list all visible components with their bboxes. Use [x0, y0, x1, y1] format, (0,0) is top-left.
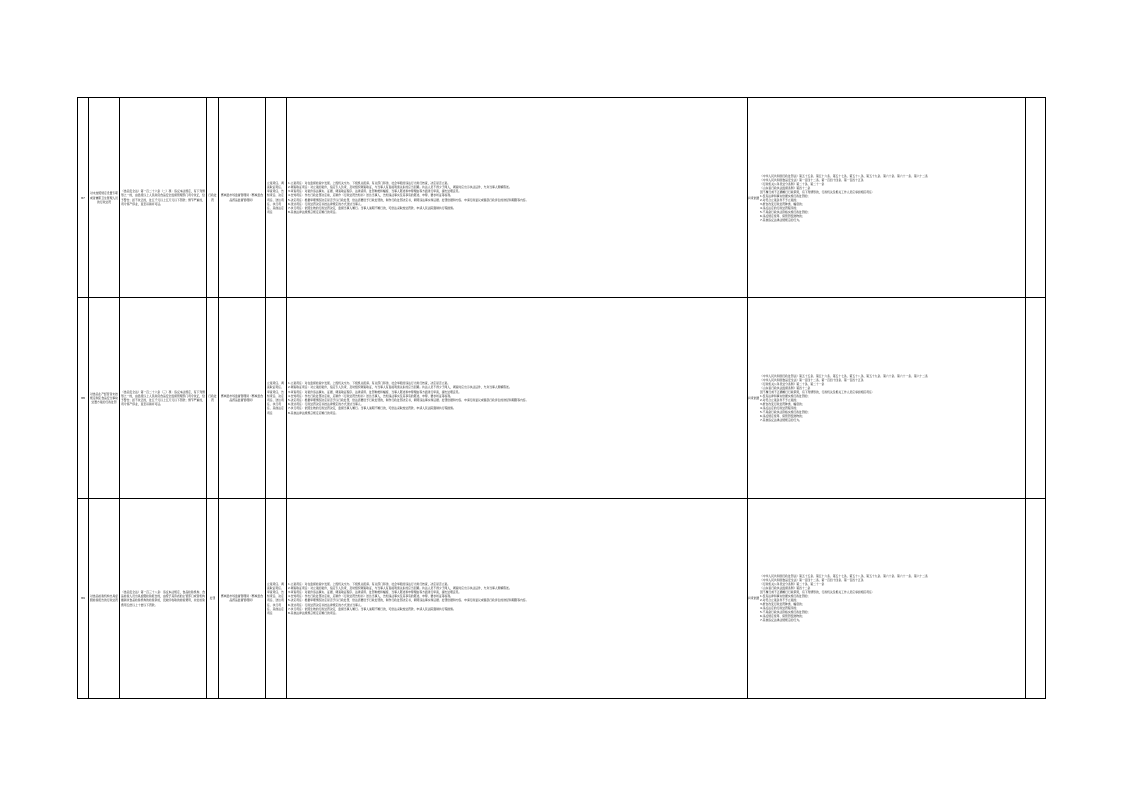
accountability-line: 3.擅自改变行政处罚种类、幅度的； [760, 201, 805, 206]
accountability-line: 1.没有法律和事实依据实施行政处罚的； [760, 594, 811, 599]
duty-line: 7.执行责任：依照生效的行政处罚决定，监督当事人履行。当事人逾期不履行的，可依法采取加处罚款、申请人民法院强制执行等措施。 [288, 606, 456, 611]
legal-basis-cell: 《食品安全法》第一百二十六条（二）项：违反本法规定，有下列情形之一的，由县级以上人民政府食品安全监督管理部门责令改正，给予警告；拒不改正的，处五千元以上五万元以下罚款；情节严重的，责令停产停业，直至吊销许可证。 [120, 98, 207, 298]
responsibility-table [77, 97, 1046, 699]
duty-line: 2.调查取证责任：对立案的案件，指定专人负责，及时组织调查取证，与当事人有直接利害关系的应当回避。执法人员不得少于两人，调查时应出示执法证件，允许当事人辩解陈述。 [288, 185, 512, 190]
legal-basis-cell: 《食品安全法》第一百二十六条（三）项：违反本法规定，有下列情形之一的，由县级以上人民政府食品安全监督管理部门责令改正，给予警告；拒不改正的，处五千元以上五万元以下罚款；情节严重的，责令停产停业，直至吊销许可证。 [120, 298, 207, 498]
accountability-line: 5.不具备行政执法资格实施行政处罚的； [760, 610, 811, 615]
department-cell: 鄄城县市场监督管理局（鄄城县食品药品监督管理局） [219, 298, 266, 498]
accountability-line: 6.违反规定使用、保管罚没财物的； [760, 614, 805, 619]
duty-line: 4.告知责任：作出行政处罚决定前，应制作《行政处罚告知书》送达当事人，告知违法事实及其享有的陈述、申辩、要求听证等权利。 [288, 594, 453, 599]
accountability-line: 1.没有法律和事实依据实施行政处罚的； [760, 393, 811, 398]
duty-line: 8.其他法律法规规章规定应履行的责任。 [288, 410, 339, 415]
accountability-line: 6.违反规定使用、保管罚没财物的； [760, 413, 805, 418]
accountability-line: 6.违反规定使用、保管罚没财物的； [760, 213, 805, 218]
accountability-line: 2.对符合立案条件不予立案的； [760, 598, 800, 603]
accountability-line: 因不履行或不正确履行行政职责，有下列情形的，行政机关及相关工作人员应承担相应责任： [760, 590, 875, 595]
accountability-line: 因不履行或不正确履行行政职责，有下列情形的，行政机关及相关工作人员应承担相应责任： [760, 189, 875, 194]
duty-line: 5.决定责任：根据审理情况决定是否予以行政处罚，依法需要给予行政处罚的，制作行政处罚决定书，载明违法事实和证据、处罚依据和内容、申请行政复议或提起行政诉讼的途径和期限等内容。 [288, 397, 529, 402]
accountability-line: 《山东省行政执法监督条例》第四十二条 [760, 586, 811, 591]
duty-content-cell [287, 98, 748, 298]
accountability-label: 问责依据 [748, 395, 760, 400]
accountability-cell [748, 298, 1026, 498]
table-row [78, 98, 1046, 298]
accountability-line: 7.其他违反法律法规规章的行为。 [760, 417, 802, 422]
duty-line: 1.立案责任：对在监督检查中发现、上级机关交办、下级机关报请、有关部门移送、社会举报的违法行为进行核查，决定是否立案。 [288, 180, 451, 185]
remarks-cell [1026, 498, 1046, 698]
category-cell: 行政处罚 [207, 98, 219, 298]
accountability-line: 7.其他违反法律法规规章的行为。 [760, 217, 802, 222]
table-row [78, 298, 1046, 498]
accountability-label: 问责依据 [748, 195, 760, 200]
item-name-cell: 对食品生产经营者未按规定制定食品安全事故处置方案的行政处罚 [89, 298, 120, 498]
duty-line: 5.决定责任：根据审理情况决定是否予以行政处罚，依法需要给予行政处罚的，制作行政处罚决定书，载明违法事实和证据、处罚依据和内容、申请行政复议或提起行政诉讼的途径和期限等内容。 [288, 197, 529, 202]
duty-line: 4.告知责任：作出行政处罚决定前，应制作《行政处罚告知书》送达当事人，告知违法事实及其享有的陈述、申辩、要求听证等权利。 [288, 393, 453, 398]
item-name-cell: 对未按照规定设置专职或者兼职卫生管理人员的行政处罚 [89, 98, 120, 298]
department-cell: 鄄城县市场监督管理局（鄄城县食品药品监督管理局） [219, 498, 266, 698]
duty-line: 5.决定责任：根据审理情况决定是否予以行政处罚，依法需要给予行政处罚的，制作行政处罚决定书，载明违法事实和证据、处罚依据和内容、申请行政复议或提起行政诉讼的途径和期限等内容。 [288, 598, 529, 603]
responsibility-link-cell: 立案责任、调查取证责任、审查责任、告知责任、决定责任、送达责任、执行责任、其他法定责任 [266, 298, 287, 498]
duty-line: 8.其他法律法规规章规定应履行的责任。 [288, 610, 339, 615]
duty-line: 7.执行责任：依照生效的行政处罚决定，监督当事人履行。当事人逾期不履行的，可依法采取加处罚款、申请人民法院强制执行等措施。 [288, 206, 456, 211]
accountability-line: 《行政机关公务员处分条例》第二十条、第二十一条 [760, 582, 825, 587]
accountability-line: 4.违反法定的行政处罚程序的； [760, 205, 800, 210]
accountability-label: 问责依据 [748, 596, 760, 601]
accountability-line: 《中华人民共和国食品安全法》第一百四十二条、第一百四十四条、第一百四十五条 [760, 578, 864, 583]
accountability-line: 《中华人民共和国食品安全法》第一百四十二条、第一百四十四条、第一百四十五条 [760, 377, 864, 382]
duty-line: 1.立案责任：对在监督检查中发现、上级机关交办、下级机关报请、有关部门移送、社会举报的违法行为进行核查，决定是否立案。 [288, 381, 451, 386]
accountability-line: 《中华人民共和国行政处罚法》第五十五条、第五十六条、第五十七条、第五十八条、第五十九条、第六十条、第六十一条、第六十二条 [760, 173, 928, 178]
accountability-line: 《行政机关公务员处分条例》第二十条、第二十一条 [760, 381, 825, 386]
row-number-cell: 89 [78, 498, 89, 698]
duty-line: 6.送达责任：行政处罚决定书按法律规定的方式送达当事人。 [288, 402, 364, 407]
responsibility-link-cell: 立案责任、调查取证责任、审查责任、告知责任、决定责任、送达责任、执行责任、其他法定责任 [266, 98, 287, 298]
duty-line: 4.告知责任：作出行政处罚决定前，应制作《行政处罚告知书》送达当事人，告知违法事实及其享有的陈述、申辩、要求听证等权利。 [288, 193, 453, 198]
accountability-line: 3.擅自改变行政处罚种类、幅度的； [760, 602, 805, 607]
responsibility-link-cell: 立案责任、调查取证责任、审查责任、告知责任、决定责任、送达责任、执行责任、其他法定责任 [266, 498, 287, 698]
duty-content-cell [287, 498, 748, 698]
accountability-line: 2.对符合立案条件不予立案的； [760, 397, 800, 402]
accountability-line: 因不履行或不正确履行行政职责，有下列情形的，行政机关及相关工作人员应承担相应责任： [760, 389, 875, 394]
remarks-cell [1026, 298, 1046, 498]
duty-line: 3.审查责任：对案件违法事实、证据、调查取证程序、法律适用、处罚种类和幅度、当事人陈述和申辩理由等方面进行审查，提出处理意见。 [288, 389, 462, 394]
accountability-cell [748, 498, 1026, 698]
duty-line: 6.送达责任：行政处罚决定书按法律规定的方式送达当事人。 [288, 602, 364, 607]
duty-line: 1.立案责任：对在监督检查中发现、上级机关交办、下级机关报请、有关部门移送、社会举报的违法行为进行核查，决定是否立案。 [288, 581, 451, 586]
accountability-line: 5.不具备行政执法资格实施行政处罚的； [760, 209, 811, 214]
row-number-cell: 88 [78, 298, 89, 498]
duty-line: 3.审查责任：对案件违法事实、证据、调查取证程序、法律适用、处罚种类和幅度、当事人陈述和申辩理由等方面进行审查，提出处理意见。 [288, 189, 462, 194]
accountability-line: 5.不具备行政执法资格实施行政处罚的； [760, 409, 811, 414]
remarks-cell [1026, 98, 1046, 298]
accountability-line: 《山东省行政执法监督条例》第四十二条 [760, 385, 811, 390]
accountability-line: 3.擅自改变行政处罚种类、幅度的； [760, 401, 805, 406]
accountability-line: 《中华人民共和国行政处罚法》第五十五条、第五十六条、第五十七条、第五十八条、第五十九条、第六十条、第六十一条、第六十二条 [760, 574, 928, 579]
item-name-cell: 对食品检验机构出具虚假检验报告的行政处罚 [89, 498, 120, 698]
accountability-cell [748, 98, 1026, 298]
accountability-line: 7.其他违反法律法规规章的行为。 [760, 618, 802, 623]
accountability-line: 4.违反法定的行政处罚程序的； [760, 405, 800, 410]
accountability-line: 《中华人民共和国行政处罚法》第五十五条、第五十六条、第五十七条、第五十八条、第五十九条、第六十条、第六十一条、第六十二条 [760, 373, 928, 378]
duty-content-cell [287, 298, 748, 498]
duty-line: 2.调查取证责任：对立案的案件，指定专人负责，及时组织调查取证，与当事人有直接利害关系的应当回避。执法人员不得少于两人，调查时应出示执法证件，允许当事人辩解陈述。 [288, 585, 512, 590]
category-cell: 行政处罚 [207, 298, 219, 498]
accountability-line: 2.对符合立案条件不予立案的； [760, 197, 800, 202]
accountability-line: 《山东省行政执法监督条例》第四十二条 [760, 185, 811, 190]
duty-line: 3.审查责任：对案件违法事实、证据、调查取证程序、法律适用、处罚种类和幅度、当事人陈述和申辩理由等方面进行审查，提出处理意见。 [288, 589, 462, 594]
accountability-line: 《中华人民共和国食品安全法》第一百四十二条、第一百四十四条、第一百四十五条 [760, 177, 864, 182]
row-number-cell: 87 [78, 98, 89, 298]
legal-basis-cell: 《食品安全法》第一百三十八条：违反本法规定，食品检验机构、食品检验人员出具虚假检验报告的，由授予其资质的主管部门或者机构撤销该食品检验机构的检验资质，没收所收取的检验费用，并处检验费用五倍以上十倍以下罚款。 [120, 498, 207, 698]
duty-line: 2.调查取证责任：对立案的案件，指定专人负责，及时组织调查取证，与当事人有直接利害关系的应当回避。执法人员不得少于两人，调查时应出示执法证件，允许当事人辩解陈述。 [288, 385, 512, 390]
accountability-line: 《行政机关公务员处分条例》第二十条、第二十一条 [760, 181, 825, 186]
accountability-line: 4.违反法定的行政处罚程序的； [760, 606, 800, 611]
table-row [78, 498, 1046, 698]
duty-line: 6.送达责任：行政处罚决定书按法律规定的方式送达当事人。 [288, 201, 364, 206]
accountability-line: 1.没有法律和事实依据实施行政处罚的； [760, 193, 811, 198]
category-cell: 处罚 [207, 498, 219, 698]
duty-line: 7.执行责任：依照生效的行政处罚决定，监督当事人履行。当事人逾期不履行的，可依法采取加处罚款、申请人民法院强制执行等措施。 [288, 406, 456, 411]
department-cell: 鄄城县市场监督管理局（鄄城县食品药品监督管理局） [219, 98, 266, 298]
duty-line: 8.其他法律法规规章规定应履行的责任。 [288, 210, 339, 215]
